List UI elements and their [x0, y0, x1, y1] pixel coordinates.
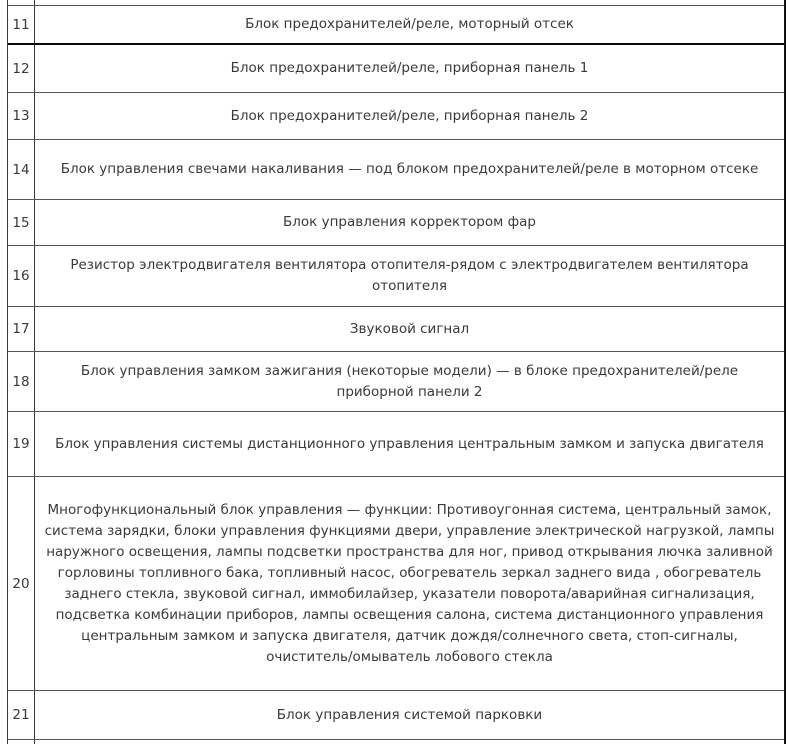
row-number: 20	[8, 477, 35, 690]
row-description: Блок предохранителей/реле, приборная панель 2	[230, 107, 589, 124]
row-description: Блок управления свечами накаливания — под блоком предохранителей/реле в моторном отсеке	[60, 161, 759, 177]
component-table	[7, 0, 786, 744]
row-number: 11	[8, 6, 35, 43]
table-row	[8, 412, 784, 477]
row-description: Блок предохранителей/реле, моторный отсек	[245, 16, 574, 32]
table-row	[8, 93, 784, 140]
table-row	[8, 6, 784, 45]
row-number: 18	[8, 352, 35, 411]
row-description: Блок управления системой парковки	[276, 706, 543, 723]
row-description: Звуковой сигнал	[349, 320, 470, 337]
table-row	[8, 246, 784, 307]
row-number	[8, 740, 35, 744]
table-row	[8, 477, 784, 691]
table-row	[8, 140, 784, 200]
table-row	[8, 352, 784, 412]
table-row	[8, 200, 784, 246]
row-number: 16	[8, 246, 35, 306]
row-description: Резистор электродвигателя вентилятора отопителя-рядом с электродвигателем вентилятора отопителя	[70, 257, 749, 294]
bottom-partial-row	[8, 740, 784, 744]
row-number: 15	[8, 200, 35, 245]
row-description: Блок управления системы дистанционного управления центральным замком и запуска двигателя	[55, 435, 764, 452]
table-row	[8, 307, 784, 352]
row-description: Многофункциональный блок управления — функции: Противоугонная система, центральный замок, система зарядки, блоки управления функциями двери, управление электрической нагрузкой, лампы наружного освещения, лампы подсветки пространства для ног, привод открывания лючка заливной горловины топливного бака, топливный насос, обогреватель зеркал заднего вида , обогреватель заднего стекла, звуковой сигнал, иммобилайзер, указатели поворота/аварийная сигнализация, подсветка комбинации приборов, лампы освещения салона, система дистанционного управления центральным замком и запуска двигателя, датчик дождя/солнечного света, стоп-сигналы, очиститель/омыватель лобового стекла	[44, 501, 775, 665]
row-description: Блок управления замком зажигания (некоторые модели) — в блоке предохранителей/реле приборной панели 2	[80, 362, 739, 400]
row-number: 17	[8, 307, 35, 351]
row-number: 14	[8, 140, 35, 199]
row-number: 12	[8, 45, 35, 92]
row-number	[8, 0, 35, 5]
row-description: Блок управления корректором фар	[283, 214, 536, 230]
table-row	[8, 45, 784, 93]
row-number: 13	[8, 93, 35, 139]
row-number: 21	[8, 691, 35, 739]
table-row	[8, 691, 784, 740]
row-description	[35, 740, 784, 744]
row-description: Блок предохранителей/реле, приборная панель 1	[230, 60, 589, 76]
row-number: 19	[8, 412, 35, 476]
